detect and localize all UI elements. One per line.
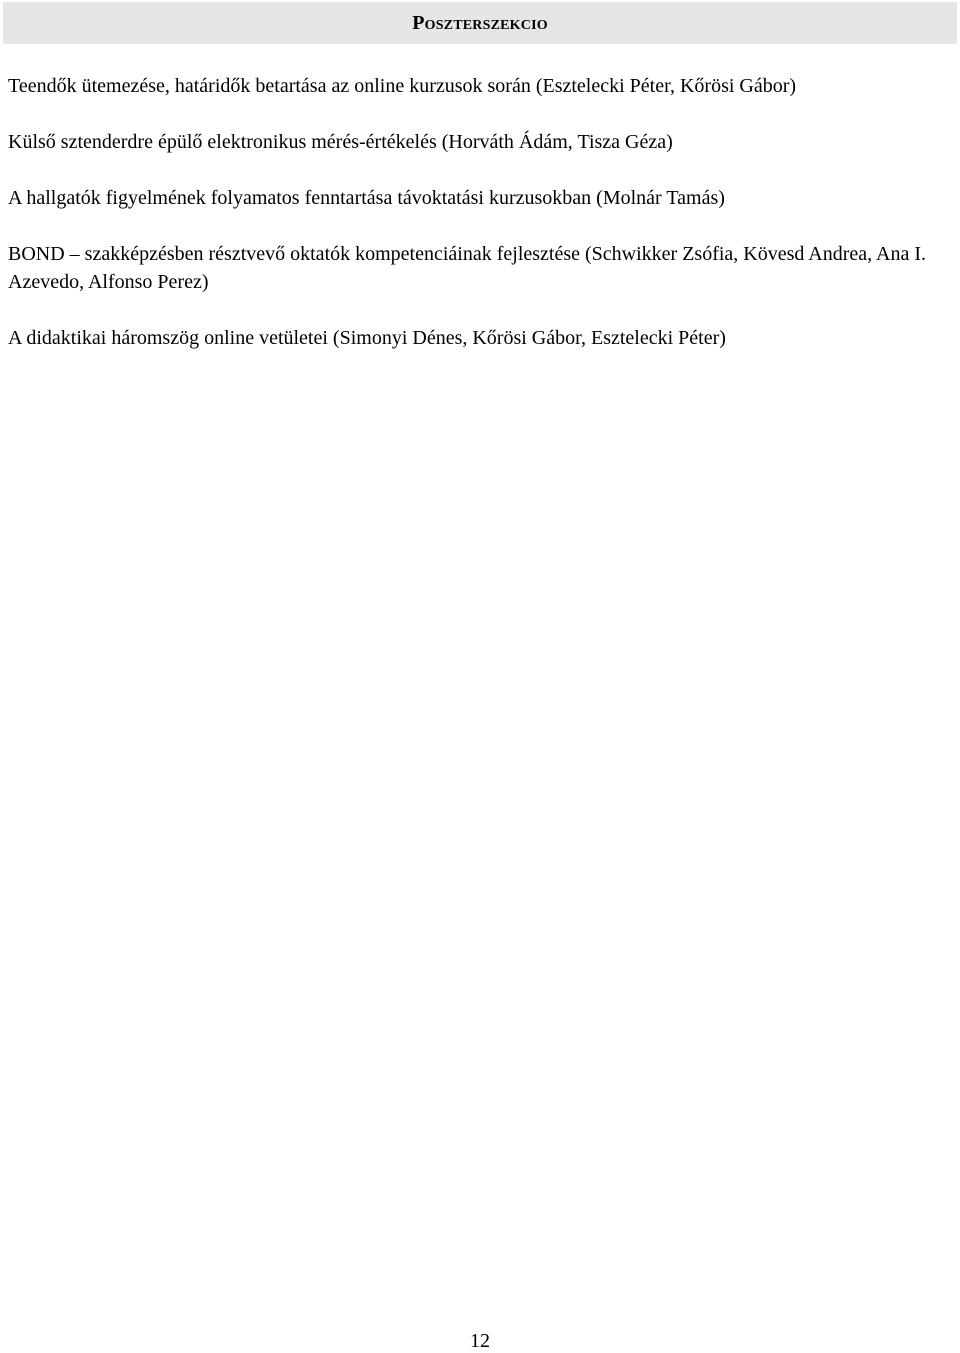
section-title: Poszterszekcio [412,11,548,34]
poster-entry: Külső sztenderdre épülő elektronikus mérés-értékelés (Horváth Ádám, Tisza Géza) [8,131,673,153]
section-header [3,2,957,44]
poster-list [8,72,948,380]
page-number: 12 [470,1330,490,1352]
poster-entry: Teendők ütemezése, határidők betartása az online kurzusok során (Esztelecki Péter, Kőrösi Gábor) [8,75,797,97]
poster-entry: A didaktikai háromszög online vetületei (Simonyi Dénes, Kőrösi Gábor, Esztelecki Péter) [8,327,726,349]
poster-entry: BOND – szakképzésben résztvevő oktatók kompetenciáinak fejlesztése (Schwikker Zsófia, Kövesd Andrea, Ana I. Azevedo, Alfonso Perez) [8,243,927,293]
poster-entry: A hallgatók figyelmének folyamatos fenntartása távoktatási kurzusokban (Molnár Tamás) [8,187,725,209]
